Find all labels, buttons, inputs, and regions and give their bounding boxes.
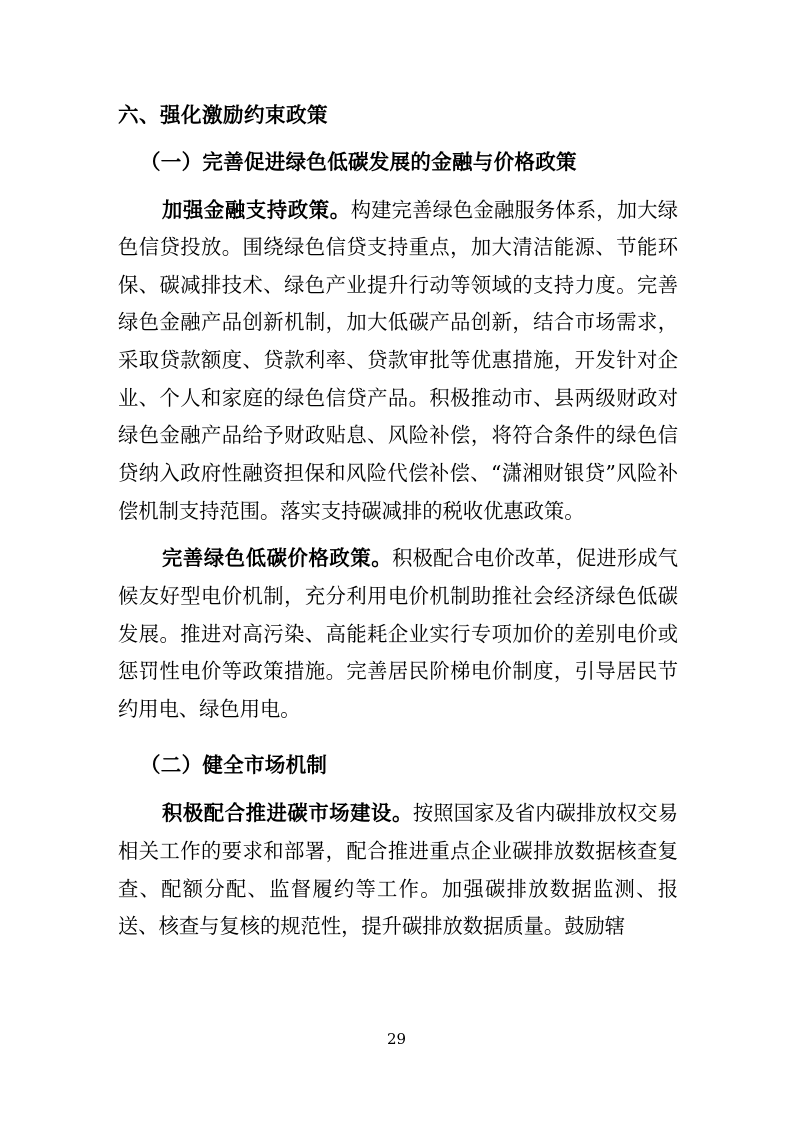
subsection-heading-1: （一）完善促进绿色低碳发展的金融与价格政策 bbox=[140, 149, 577, 174]
page-content bbox=[118, 100, 678, 948]
paragraph-2 bbox=[118, 540, 678, 728]
paragraph-1 bbox=[118, 192, 678, 531]
paragraph-2-text: 积极配合电价改革，促进形成气候友好型电价机制，充分利用电价机制助推社会经济绿色低碳发展。推进对高污染、高能耗企业实行专项加价的差别电价或惩罚性电价等政策措施。完善居民阶梯电价制度，引导居民节约用电、绿色用电。 bbox=[118, 546, 678, 721]
paragraph-2-lead: 完善绿色低碳价格政策。 bbox=[162, 546, 393, 571]
paragraph-3-lead: 积极配合推进碳市场建设。 bbox=[162, 801, 413, 826]
paragraph-3-text: 按照国家及省内碳排放权交易相关工作的要求和部署，配合推进重点企业碳排放数据核查复查、配额分配、监督履约等工作。加强碳排放数据监测、报送、核查与复核的规范性，提升碳排放数据质量。鼓励辖 bbox=[118, 801, 678, 939]
paragraph-1-lead: 加强金融支持政策。 bbox=[162, 197, 351, 222]
section-heading: 六、强化激励约束政策 bbox=[118, 103, 328, 127]
subsection-heading-2: （二）健全市场机制 bbox=[140, 753, 328, 778]
page-number: 29 bbox=[386, 1030, 407, 1048]
paragraph-3 bbox=[118, 795, 678, 946]
paragraph-1-text: 构建完善绿色金融服务体系，加大绿色信贷投放。围绕绿色信贷支持重点，加大清洁能源、节能环保、碳减排技术、绿色产业提升行动等领域的支持力度。完善绿色金融产品创新机制，加大低碳产品创新，结合市场需求，采取贷款额度、贷款利率、贷款审批等优惠措施，开发针对企业、个人和家庭的绿色信贷产品。积极推动市、县两级财政对绿色金融产品给予财政贴息、风险补偿，将符合条件的绿色信贷纳入政府性融资担保和风险代偿补偿、“潇湘财银贷”风险补偿机制支持范围。落实支持碳减排的税收优惠政策。 bbox=[118, 197, 678, 523]
paragraph-gap bbox=[118, 532, 678, 540]
